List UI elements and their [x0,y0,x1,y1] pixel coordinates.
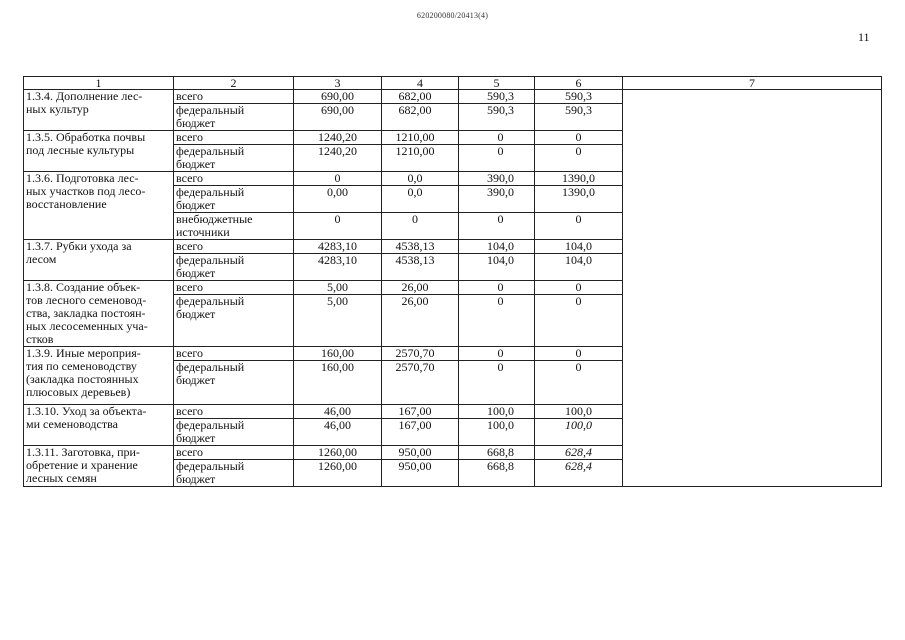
value-col-4 [382,347,459,361]
value-col-3 [294,131,382,145]
cell-value: 590,3 [565,103,592,117]
cell-value: 5,00 [327,280,348,294]
cell-value: 628,4 [565,445,592,459]
cell-value: 0 [575,130,582,144]
funding-source-label: всего [174,347,294,361]
cell-value: 4283,10 [318,239,357,253]
value-col-4 [382,254,459,281]
value-col-5 [459,131,535,145]
funding-source-label: всего [174,90,294,104]
cell-value: 167,00 [398,418,432,432]
activity-title: 1.3.11. Заготовка, при- обретение и хранение лесных семян [24,446,174,487]
value-col-6 [535,240,623,254]
cell-value: 104,0 [565,253,592,267]
value-col-3 [294,281,382,295]
activity-title: 1.3.5. Обработка почвы под лесные культуры [24,131,174,172]
value-col-6 [535,347,623,361]
cell-value: 0 [497,130,504,144]
funding-source-label: всего [174,405,294,419]
cell-value: 0 [497,346,504,360]
value-col-6 [535,295,623,347]
cell-value: 0 [412,212,418,226]
cell-value: 0 [334,212,341,226]
funding-source-label: федеральный бюджет [174,145,294,172]
cell-value: 0 [575,144,582,158]
value-col-5 [459,419,535,446]
funding-source-label: внебюджетные источники [174,213,294,240]
value-col-6 [535,131,623,145]
cell-value: 668,8 [487,459,514,473]
value-col-6 [535,186,623,213]
value-col-3 [294,254,382,281]
activity-title: 1.3.6. Подготовка лес- ных участков под лесо- восстановление [24,172,174,240]
value-col-5 [459,90,535,104]
activity-title: 1.3.8. Создание объек- тов лесного семеновод- ства, закладка постоян- ных лесосеменных уча- стков [24,281,174,347]
funding-source-label: федеральный бюджет [174,419,294,446]
value-col-3 [294,361,382,405]
cell-value: 26,00 [401,294,429,309]
table-header-row [24,77,882,90]
value-col-6 [535,460,623,487]
cell-value: 0,00 [327,185,348,199]
cell-value: 1260,00 [318,459,357,473]
value-col-4 [382,131,459,145]
value-col-3 [294,213,382,240]
cell-value: 390,0 [487,185,514,199]
activity-title: 1.3.9. Иные мероприя- тия по семеноводству (закладка постоянных плюсовых деревьев) [24,347,174,405]
cell-value: 4538,13 [395,253,435,267]
funding-source-label: всего [174,172,294,186]
funding-source-label: всего [174,240,294,254]
value-col-5 [459,446,535,460]
cell-value: 46,00 [324,404,351,418]
table-body [24,77,882,487]
value-col-4 [382,104,459,131]
cell-value: 0 [575,360,582,374]
value-col-3 [294,347,382,361]
cell-value: 0 [497,294,504,309]
cell-value: 104,0 [565,239,592,253]
value-col-3 [294,446,382,460]
cell-value: 628,4 [565,459,592,473]
value-col-6 [535,281,623,295]
value-col-5 [459,460,535,487]
cell-value: 26,00 [401,280,429,294]
cell-value: 0 [575,294,582,309]
cell-value: 682,00 [398,89,432,103]
value-col-6 [535,419,623,446]
cell-value: 167,00 [398,404,432,418]
value-col-6 [535,90,623,104]
funding-source-label: федеральный бюджет [174,104,294,131]
cell-value: 1390,0 [562,171,595,185]
column-header: 7 [623,77,882,90]
value-col-4 [382,419,459,446]
cell-value: 390,0 [487,171,514,185]
budget-table [23,76,882,487]
value-col-5 [459,347,535,361]
column-header: 2 [174,77,294,90]
column-header: 4 [382,77,459,90]
value-col-6 [535,361,623,405]
value-col-3 [294,295,382,347]
column-header: 1 [24,77,174,90]
cell-value: 1260,00 [318,445,357,459]
cell-value: 590,3 [487,89,514,103]
cell-value: 160,00 [321,360,354,374]
value-col-6 [535,446,623,460]
value-col-6 [535,172,623,186]
funding-source-label: всего [174,131,294,145]
funding-source-label: всего [174,281,294,295]
cell-value: 1240,20 [318,144,357,158]
value-col-4 [382,186,459,213]
activity-title: 1.3.7. Рубки ухода за лесом [24,240,174,281]
cell-value: 950,00 [398,445,432,459]
value-col-3 [294,240,382,254]
cell-value: 104,0 [487,239,514,253]
cell-value: 104,0 [487,253,514,267]
cell-value: 1240,20 [318,130,357,144]
funding-source-label: федеральный бюджет [174,295,294,347]
value-col-4 [382,361,459,405]
cell-value: 4538,13 [395,239,435,253]
value-col-5 [459,240,535,254]
cell-value: 0 [497,360,504,374]
cell-value: 682,00 [398,103,432,117]
cell-value: 100,0 [565,404,592,418]
cell-value: 0,0 [407,185,423,199]
cell-value: 0 [575,346,582,360]
value-col-3 [294,460,382,487]
funding-source-label: всего [174,446,294,460]
value-col-4 [382,281,459,295]
cell-value: 690,00 [321,89,354,103]
value-col-5 [459,104,535,131]
column-header: 6 [535,77,623,90]
value-col-3 [294,405,382,419]
value-col-4 [382,213,459,240]
cell-value: 100,0 [565,418,592,432]
page-number: 11 [858,30,870,44]
cell-value: 0 [334,171,341,185]
value-col-6 [535,145,623,172]
cell-value: 590,3 [565,89,592,103]
funding-source-label: федеральный бюджет [174,460,294,487]
cell-value: 668,8 [487,445,514,459]
cell-value: 4283,10 [318,253,357,267]
value-col-5 [459,254,535,281]
value-col-3 [294,90,382,104]
activity-title: 1.3.10. Уход за объекта- ми семеноводства [24,405,174,446]
value-col-6 [535,405,623,419]
cell-value: 950,00 [398,459,432,473]
cell-value: 5,00 [327,294,348,309]
funding-source-label: федеральный бюджет [174,186,294,213]
activity-title: 1.3.4. Дополнение лес- ных культур [24,90,174,131]
value-col-5 [459,405,535,419]
value-col-4 [382,295,459,347]
value-col-4 [382,405,459,419]
column-header: 3 [294,77,382,90]
value-col-4 [382,90,459,104]
cell-value: 0 [575,212,582,226]
cell-value: 100,0 [487,418,514,432]
cell-value: 160,00 [321,346,354,360]
cell-value: 690,00 [321,103,354,117]
funding-source-label: федеральный бюджет [174,254,294,281]
value-col-6 [535,104,623,131]
table-row [24,90,882,104]
cell-value: 0 [497,144,504,158]
value-col-3 [294,419,382,446]
value-col-3 [294,172,382,186]
funding-source-label: федеральный бюджет [174,361,294,405]
value-col-5 [459,172,535,186]
cell-value: 1390,0 [562,185,595,199]
value-col-5 [459,295,535,347]
cell-value: 2570,70 [395,346,435,360]
value-col-5 [459,145,535,172]
cell-value: 100,0 [487,404,514,418]
value-col-5 [459,186,535,213]
document-code: 620200080/20413(4) [416,11,489,20]
value-col-4 [382,446,459,460]
value-col-6 [535,254,623,281]
value-col-4 [382,240,459,254]
cell-value: 1210,00 [395,144,435,158]
value-col-5 [459,213,535,240]
cell-value: 0 [575,280,582,294]
cell-value: 1210,00 [395,130,435,144]
value-col-4 [382,460,459,487]
column-header: 5 [459,77,535,90]
value-col-5 [459,361,535,405]
cell-value: 0 [497,280,504,294]
value-col-3 [294,186,382,213]
value-col-3 [294,104,382,131]
value-col-3 [294,145,382,172]
value-col-4 [382,145,459,172]
value-col-5 [459,281,535,295]
cell-value: 0 [497,212,504,226]
cell-value: 590,3 [487,103,514,117]
cell-value: 46,00 [324,418,351,432]
cell-value: 2570,70 [395,360,435,374]
value-col-6 [535,213,623,240]
notes-column [623,90,882,487]
value-col-4 [382,172,459,186]
cell-value: 0,0 [407,171,423,185]
